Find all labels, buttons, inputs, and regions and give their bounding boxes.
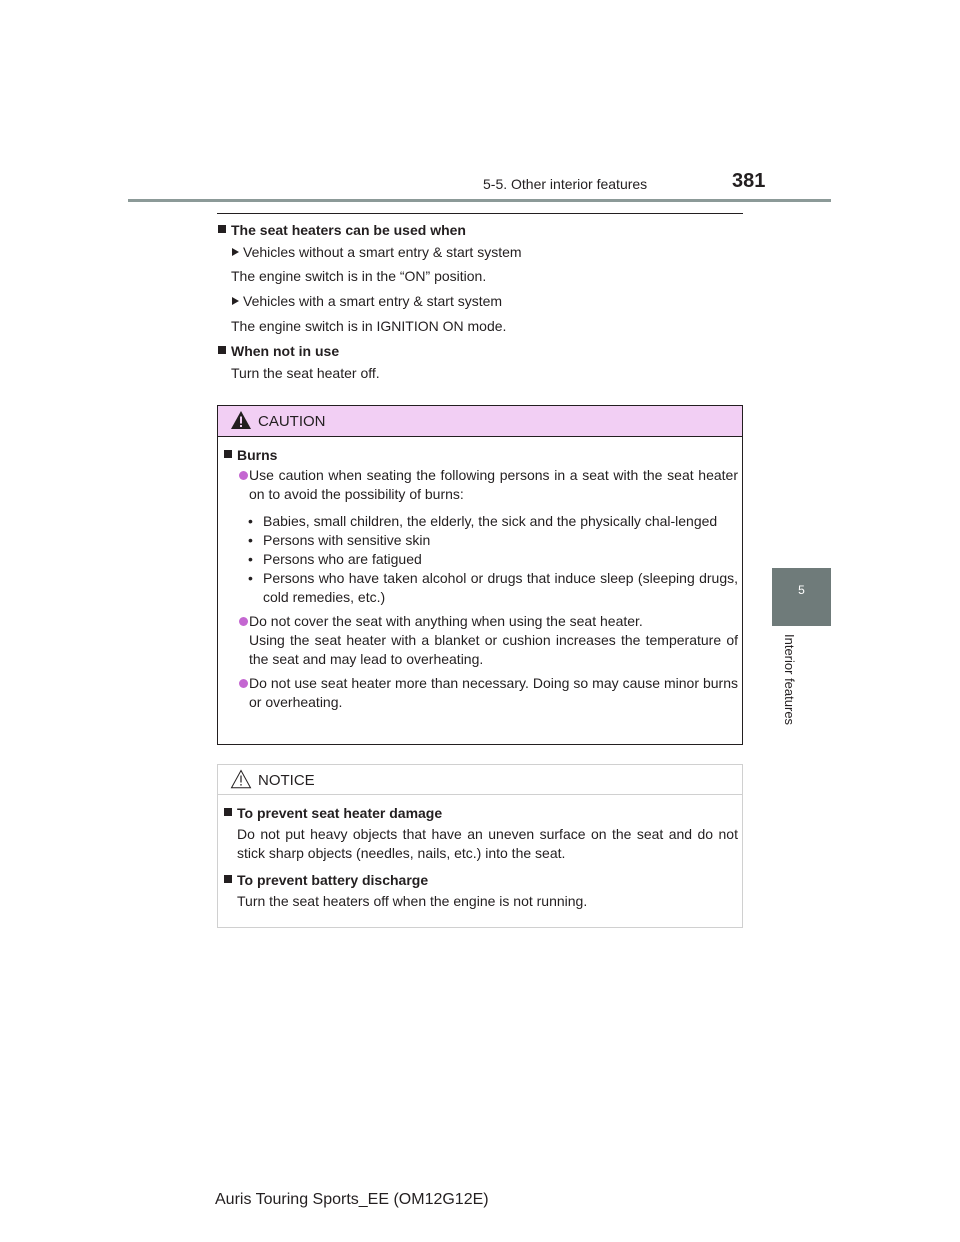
dot-bullet-icon bbox=[239, 617, 248, 626]
square-bullet-icon bbox=[218, 225, 226, 233]
square-bullet-icon bbox=[224, 875, 232, 883]
bullet-mark: • bbox=[248, 532, 253, 548]
section-heading bbox=[217, 343, 743, 359]
caution-item bbox=[223, 612, 738, 669]
caution-title: CAUTION bbox=[258, 413, 326, 430]
section-title: 5-5. Other interior features bbox=[483, 176, 648, 192]
sub-item bbox=[217, 244, 743, 260]
caution-header bbox=[218, 406, 742, 437]
chapter-number: 5 bbox=[798, 583, 805, 597]
notice-heading bbox=[223, 872, 738, 888]
square-bullet-icon bbox=[218, 346, 226, 354]
content-rule bbox=[217, 213, 743, 214]
heading-text: To prevent seat heater damage bbox=[237, 805, 443, 821]
caution-item-text: Do not use seat heater more than necessary. Doing so may cause minor burns or overheating. bbox=[249, 675, 738, 710]
notice-heading bbox=[223, 805, 738, 821]
heading-text: The seat heaters can be used when bbox=[231, 222, 466, 238]
dot-bullet-icon bbox=[239, 471, 248, 480]
chapter-label: Interior features bbox=[782, 634, 797, 726]
list-item bbox=[223, 531, 738, 550]
caution-box bbox=[217, 405, 743, 745]
footer-model: Auris Touring Sports_EE (OM12G12E) bbox=[215, 1191, 489, 1208]
notice-header bbox=[218, 765, 742, 795]
sub-item-text: Vehicles with a smart entry & start system bbox=[243, 293, 503, 309]
triangle-bullet-icon bbox=[232, 297, 239, 305]
list-item-text: Persons who have taken alcohol or drugs that induce sleep (sleeping drugs, cold remedies, etc.) bbox=[263, 570, 738, 605]
sub-item-text: Vehicles without a smart entry & start system bbox=[243, 244, 522, 260]
caution-item-text: Using the seat heater with a blanket or cushion increases the temperature of the seat and may lead to overheating. bbox=[249, 632, 738, 667]
caution-item-text: Use caution when seating the following persons in a seat with the seat heater on to avoid the possibility of burns: bbox=[249, 467, 738, 502]
section-heading bbox=[217, 222, 743, 238]
triangle-bullet-icon bbox=[232, 248, 239, 256]
page-number: 381 bbox=[732, 170, 766, 192]
main-body bbox=[217, 222, 743, 381]
bullet-mark: • bbox=[248, 570, 253, 586]
caution-item bbox=[223, 466, 738, 504]
heading-text: To prevent battery discharge bbox=[237, 872, 429, 888]
notice-text: Turn the seat heaters off when the engine is not running. bbox=[237, 893, 588, 909]
square-bullet-icon bbox=[224, 450, 232, 458]
heading-text: When not in use bbox=[231, 343, 340, 359]
chapter-tab bbox=[772, 568, 831, 626]
paragraph: The engine switch is in IGNITION ON mode. bbox=[231, 318, 507, 334]
heading-text: Burns bbox=[237, 447, 278, 463]
list-item-text: Persons who are fatigued bbox=[263, 551, 422, 567]
list-item-text: Babies, small children, the elderly, the sick and the physically chal-lenged bbox=[263, 513, 718, 529]
paragraph: Turn the seat heater off. bbox=[231, 365, 380, 381]
header-rule bbox=[128, 199, 831, 202]
caution-item bbox=[223, 674, 738, 712]
notice-title: NOTICE bbox=[258, 772, 315, 789]
list-item bbox=[223, 550, 738, 569]
list-item bbox=[223, 569, 738, 607]
notice-warning-icon bbox=[230, 769, 252, 789]
person-list bbox=[223, 512, 738, 607]
caution-item-text: Do not cover the seat with anything when using the seat heater. bbox=[249, 613, 643, 629]
notice-body bbox=[223, 805, 738, 911]
caution-heading bbox=[223, 447, 738, 463]
sub-item bbox=[217, 293, 743, 309]
square-bullet-icon bbox=[224, 808, 232, 816]
bullet-mark: • bbox=[248, 513, 253, 529]
caution-body bbox=[223, 447, 738, 712]
dot-bullet-icon bbox=[239, 679, 248, 688]
list-item bbox=[223, 512, 738, 531]
notice-box bbox=[217, 764, 743, 928]
list-item-text: Persons with sensitive skin bbox=[263, 532, 431, 548]
paragraph: The engine switch is in the “ON” position. bbox=[231, 268, 487, 284]
bullet-mark: • bbox=[248, 551, 253, 567]
warning-icon bbox=[230, 410, 252, 430]
notice-text: Do not put heavy objects that have an uneven surface on the seat and do not stick sharp objects (needles, nails, etc.) into the seat. bbox=[237, 826, 738, 861]
